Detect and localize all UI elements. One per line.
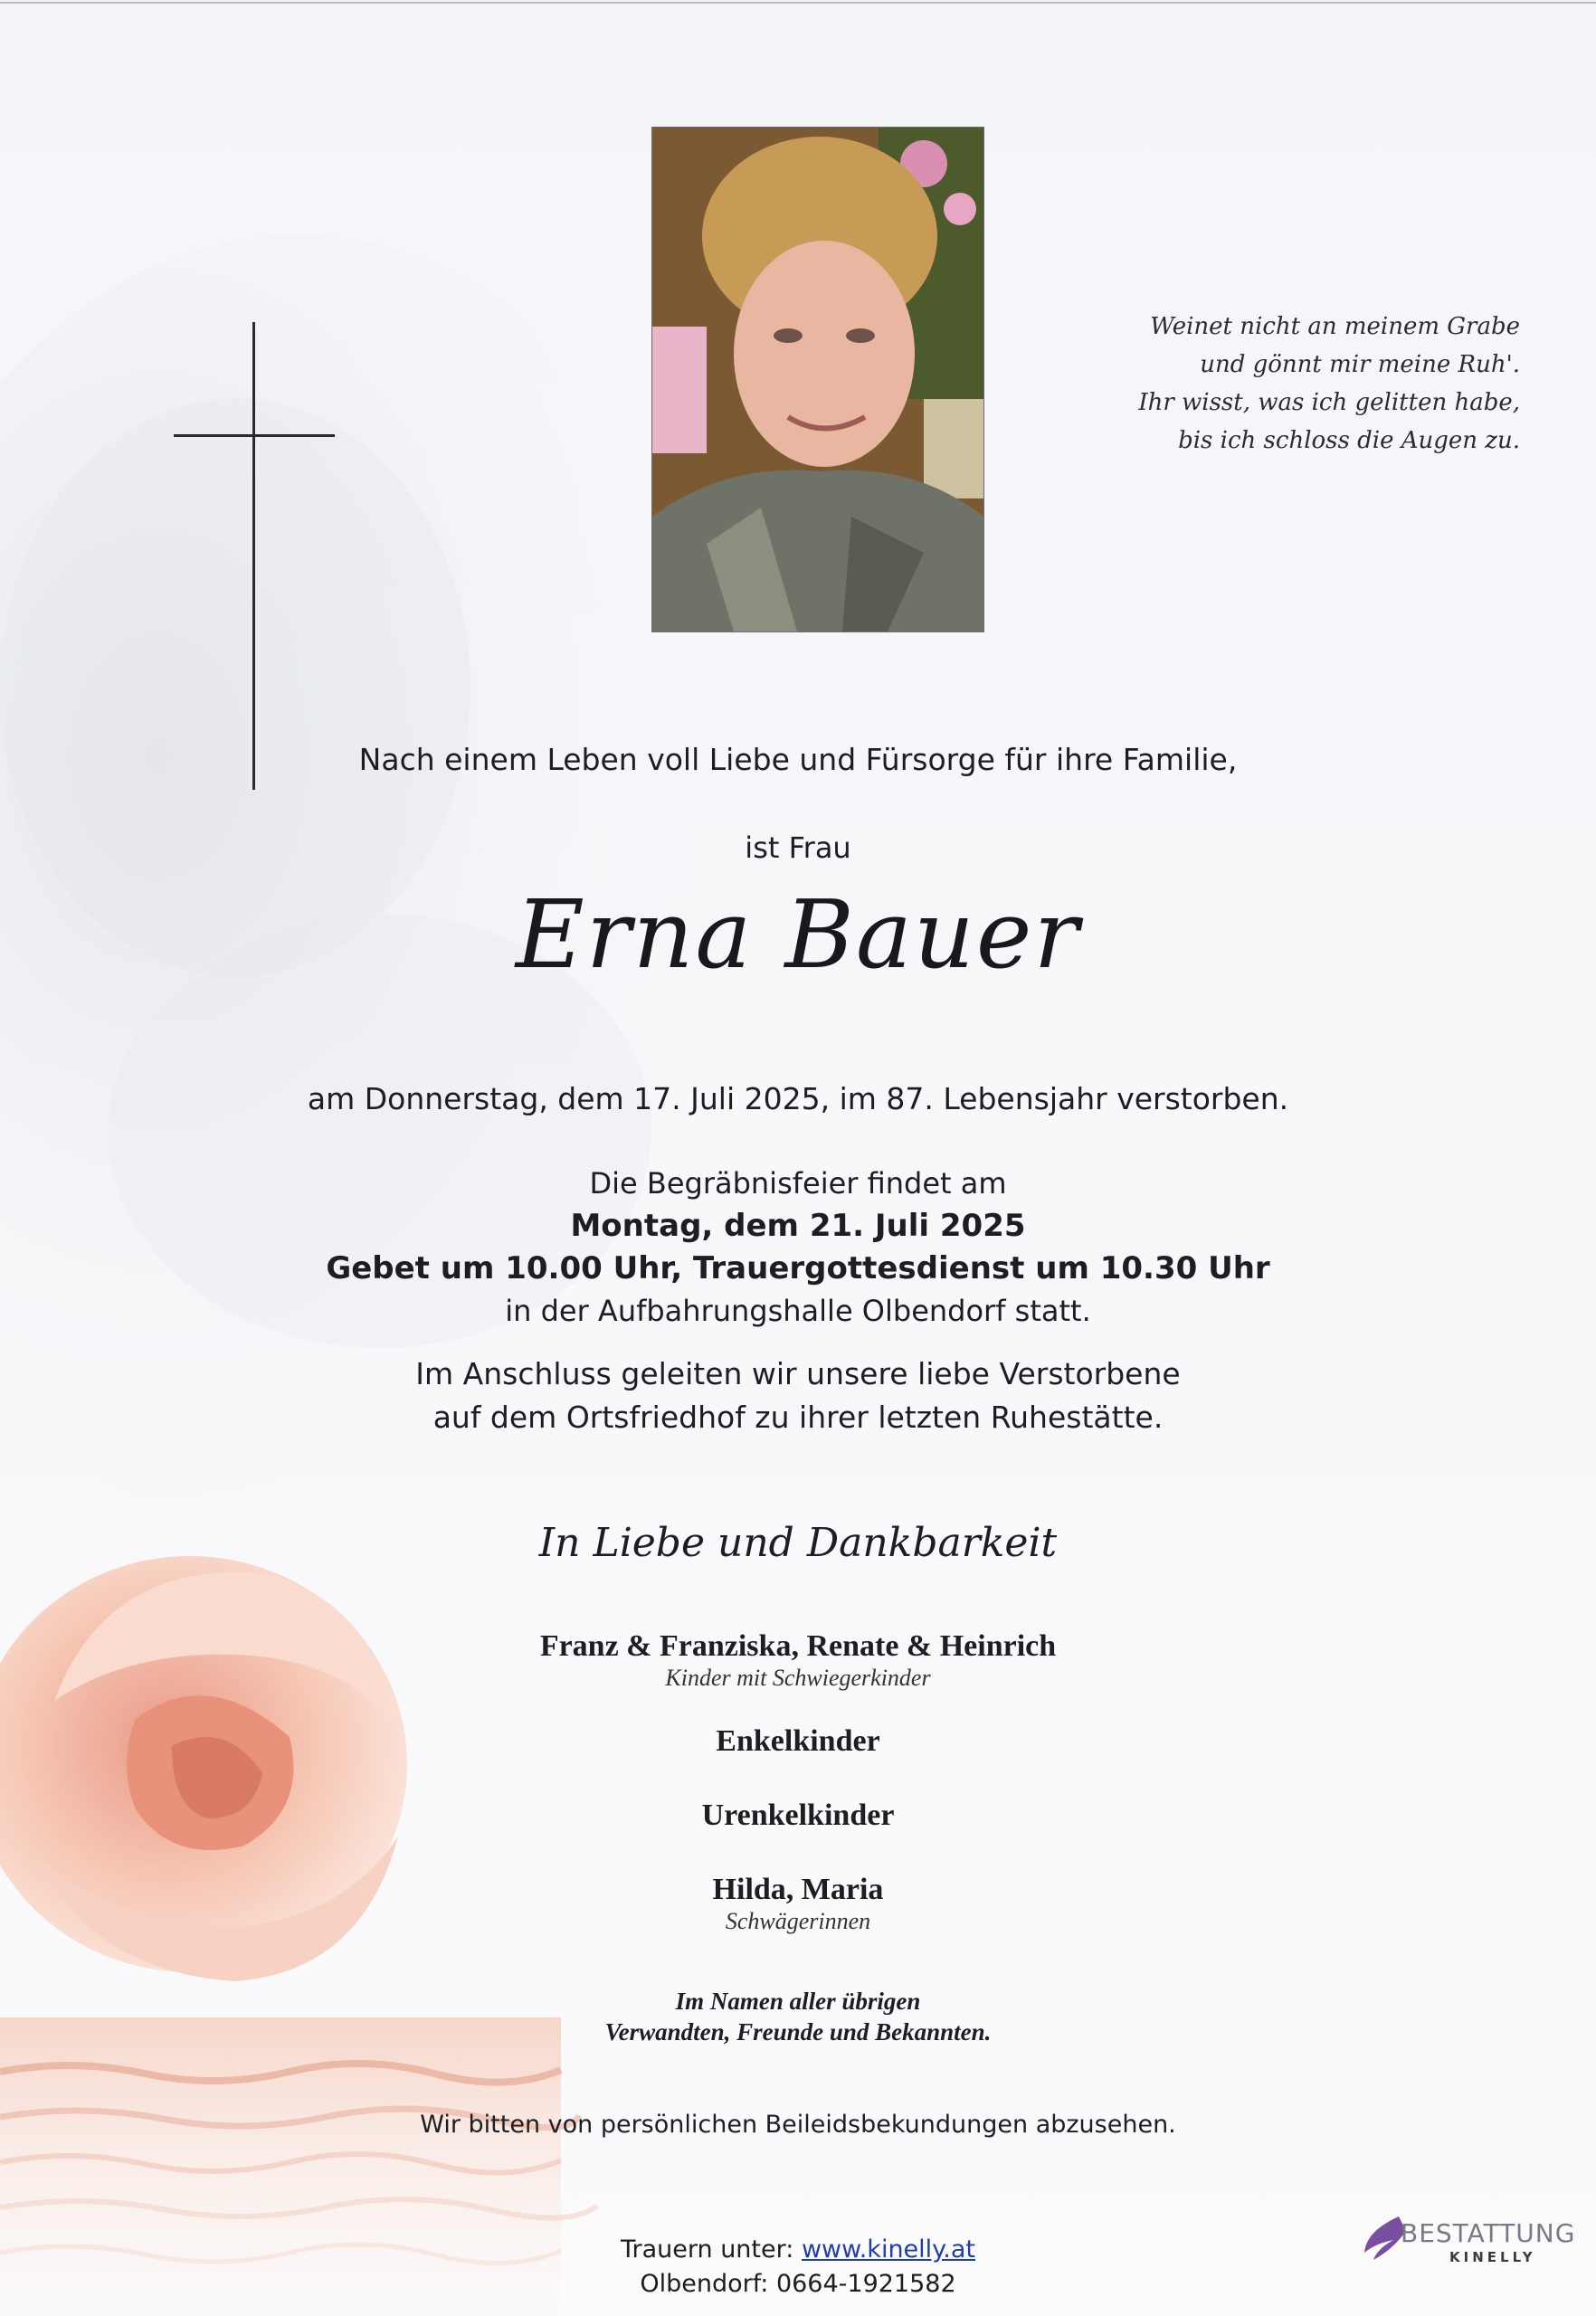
- funeral-home-logo: [1357, 2207, 1574, 2271]
- mourn-label: Trauern unter:: [620, 2235, 794, 2264]
- gratitude-heading: In Liebe und Dankbarkeit: [538, 1520, 1058, 1566]
- intro-text: Nach einem Leben voll Liebe und Fürsorge für ihre Familie,: [358, 742, 1238, 777]
- condolence-note: Wir bitten von persönlichen Beileidsbekundungen abzusehen.: [420, 2111, 1176, 2139]
- funeral-details: [0, 1163, 1596, 1333]
- phone-line: Olbendorf: 0664-1921582: [640, 2270, 956, 2298]
- funeral-intro: Die Begräbnisfeier findet am: [589, 1166, 1007, 1201]
- title-text: ist Frau: [745, 831, 851, 865]
- mourner-names: Hilda, Maria: [712, 1873, 884, 1906]
- verse-line: bis ich schloss die Augen zu.: [1178, 427, 1520, 454]
- verse-line: Weinet nicht an meinem Grabe: [1150, 313, 1520, 340]
- funeral-place: in der Aufbahrungshalle Olbendorf statt.: [505, 1294, 1091, 1328]
- mourner-names: Enkelkinder: [716, 1724, 880, 1758]
- deceased-name: Erna Bauer: [515, 879, 1081, 990]
- logo-main-text: BESTATTUNG: [1401, 2218, 1576, 2248]
- mourner-names: Urenkelkinder: [701, 1799, 895, 1832]
- mourners-list: [0, 1628, 1596, 1935]
- funeral-times: Gebet um 10.00 Uhr, Trauergottesdienst um 10.30 Uhr: [326, 1250, 1270, 1286]
- mourner-relation: Kinder mit Schwiegerkinder: [665, 1665, 931, 1691]
- cross-icon-vertical: [252, 322, 255, 790]
- logo-sub-text: KINELLY: [1449, 2249, 1536, 2265]
- others-line: Im Namen aller übrigen: [675, 1988, 921, 2015]
- procession-line: auf dem Ortsfriedhof zu ihrer letzten Ruhestätte.: [432, 1400, 1164, 1435]
- deceased-portrait-photo: [651, 127, 984, 632]
- others-text: [0, 1986, 1596, 2047]
- website-link[interactable]: www.kinelly.at: [801, 2235, 976, 2264]
- verse-line: und gönnt mir meine Ruh'.: [1200, 351, 1520, 378]
- mourner-names: Franz & Franziska, Renate & Heinrich: [539, 1629, 1057, 1663]
- procession-text: [0, 1353, 1596, 1439]
- memorial-verse: [1068, 308, 1520, 460]
- funeral-date: Montag, dem 21. Juli 2025: [570, 1208, 1026, 1244]
- cross-icon-horizontal: [174, 434, 335, 437]
- death-date-text: am Donnerstag, dem 17. Juli 2025, im 87. Lebensjahr verstorben.: [307, 1081, 1289, 1116]
- others-line: Verwandten, Freunde und Bekannten.: [604, 2018, 992, 2045]
- verse-line: Ihr wisst, was ich gelitten habe,: [1138, 389, 1520, 416]
- mourner-relation: Schwägerinnen: [725, 1908, 871, 1934]
- procession-line: Im Anschluss geleiten wir unsere liebe Verstorbene: [415, 1356, 1181, 1391]
